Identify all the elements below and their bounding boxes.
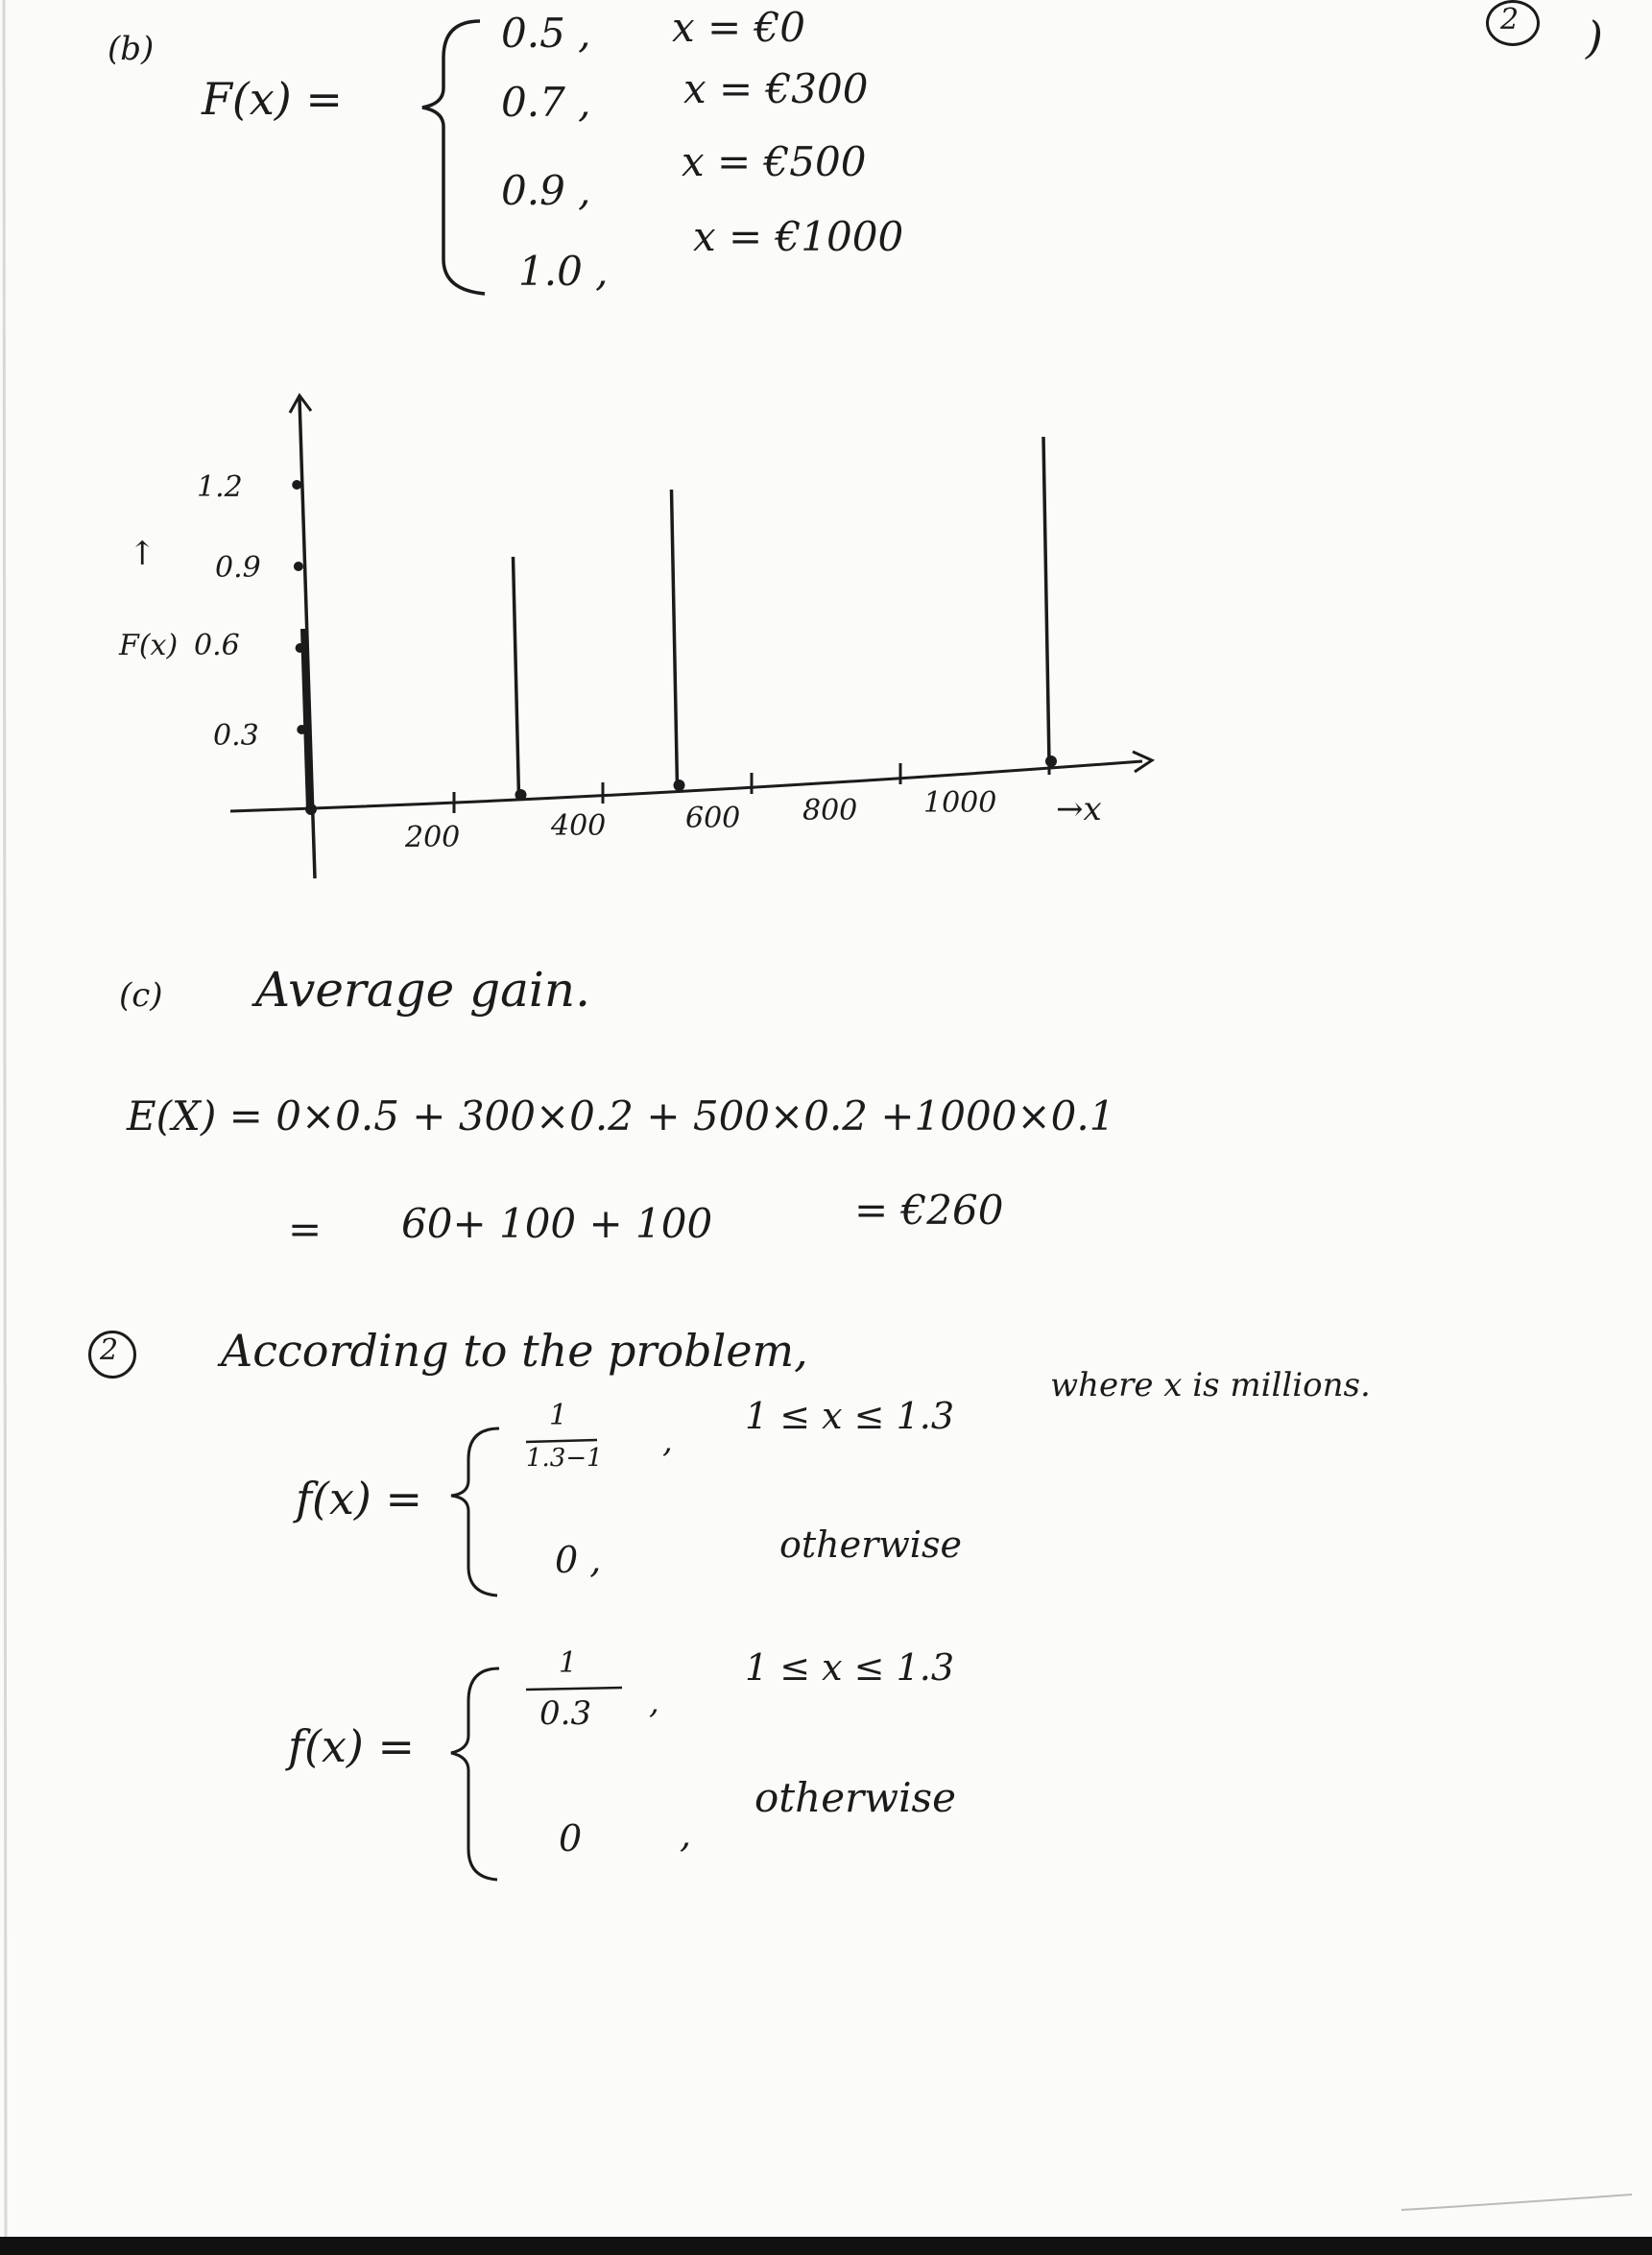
x-tick-label-1000: 1000 <box>923 786 997 820</box>
expectation-line-2: 60+ 100 + 100 <box>401 1200 713 1247</box>
f2-comma: , <box>649 1683 659 1721</box>
part-c-label: (c) <box>119 976 163 1015</box>
f1-lhs: f(x) = <box>296 1473 423 1524</box>
step-point-x1000 <box>1045 756 1057 767</box>
y-tick-label-0.3: 0.3 <box>213 719 259 753</box>
y-tick-label-0.9: 0.9 <box>215 551 261 585</box>
f2-lhs: f(x) = <box>288 1720 416 1772</box>
cdf-lhs: F(x) = <box>202 73 343 125</box>
part-c-title: Average gain. <box>255 962 591 1018</box>
y-axis-label: F(x) <box>119 629 179 662</box>
cdf-cond-1: x = €0 <box>672 4 806 51</box>
f1-denominator: 1.3−1 <box>526 1444 603 1473</box>
step-bar-x300 <box>514 557 519 797</box>
corner-paren: ) <box>1586 12 1603 63</box>
scan-bottom-edge <box>0 2237 1652 2255</box>
f2-otherwise: otherwise <box>754 1774 956 1821</box>
step-point-x0 <box>305 804 317 815</box>
step-point-x300 <box>515 789 527 801</box>
f1-note: where x is millions. <box>1050 1366 1371 1404</box>
x-axis-label: →x <box>1056 790 1102 828</box>
y-tick-label-0.6: 0.6 <box>194 629 240 662</box>
f2-denominator: 0.3 <box>539 1694 592 1733</box>
x-tick-label-600: 600 <box>685 802 741 835</box>
q2-intro: According to the problem, <box>221 1325 808 1377</box>
cdf-value-4: 1.0 , <box>518 248 609 295</box>
f1-zero: 0 , <box>555 1539 602 1581</box>
x-tick-label-200: 200 <box>405 821 461 854</box>
cdf-value-1: 0.5 , <box>501 10 591 57</box>
x-tick-label-400: 400 <box>551 809 607 843</box>
f1-condition: 1 ≤ x ≤ 1.3 <box>745 1395 955 1437</box>
f1-comma: , <box>662 1422 673 1460</box>
f2-comma-2: , <box>680 1813 692 1856</box>
y-axis-arrow-label: ↑ <box>129 535 156 573</box>
part-b-label: (b) <box>108 30 155 68</box>
f2-condition: 1 ≤ x ≤ 1.3 <box>745 1646 955 1689</box>
expectation-line-1: E(X) = 0×0.5 + 300×0.2 + 500×0.2 +1000×0.1 <box>127 1092 1115 1139</box>
cdf-value-2: 0.7 , <box>501 79 591 126</box>
f2-zero: 0 <box>559 1817 583 1859</box>
expectation-result: = €260 <box>854 1187 1004 1234</box>
cdf-value-3: 0.9 , <box>501 167 591 214</box>
cdf-cond-3: x = €500 <box>682 138 867 185</box>
q2-number: 2 <box>100 1333 119 1367</box>
f1-numerator: 1 <box>549 1399 568 1432</box>
cdf-cond-2: x = €300 <box>683 65 869 112</box>
expectation-equals: = <box>288 1206 323 1253</box>
f1-otherwise: otherwise <box>779 1523 962 1566</box>
x-tick-label-800: 800 <box>802 794 858 828</box>
y-tick-label-1.2: 1.2 <box>197 470 243 504</box>
step-bar-x1000 <box>1043 437 1049 763</box>
y-tick-dot-0.9 <box>294 562 303 571</box>
y-tick-dot-1.2 <box>292 480 301 490</box>
step-bar-x500 <box>672 490 678 787</box>
cdf-cond-4: x = €1000 <box>693 213 904 260</box>
step-point-x500 <box>674 780 685 791</box>
f2-numerator: 1 <box>559 1646 578 1680</box>
corner-mark: 2 <box>1500 3 1520 36</box>
